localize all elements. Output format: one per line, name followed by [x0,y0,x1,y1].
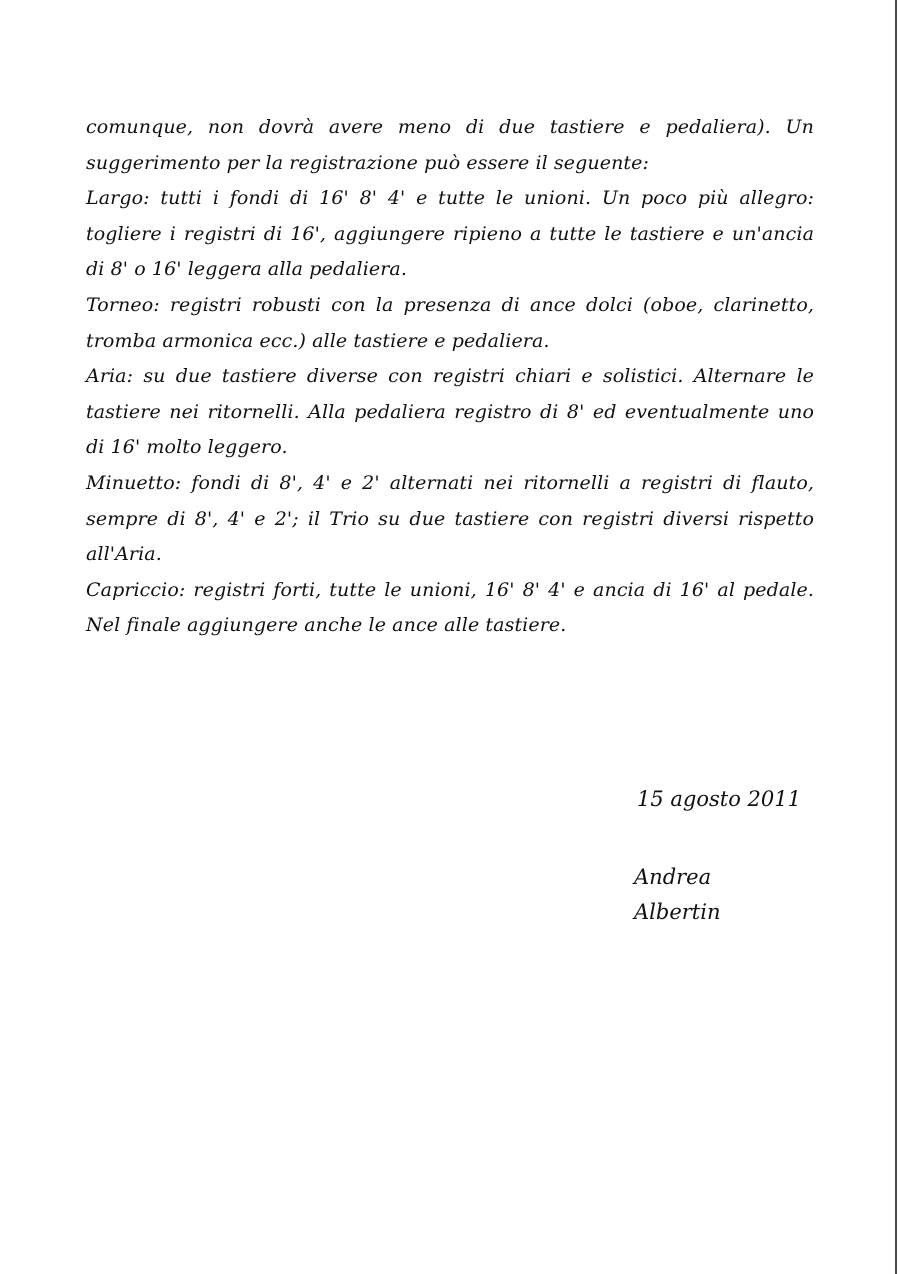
paragraph-intro: comunque, non dovrà avere meno di due tastiere e pedaliera). Un suggerimento per la registrazione può essere il seguente: [86,116,814,174]
paragraph-largo: Largo: tutti i fondi di 16' 8' 4' e tutte le unioni. Un poco più allegro: togliere i registri di 16', aggiungere ripieno a tutte le tastiere e un'ancia di 8' o 16' leggera alla pedaliera. [86,187,814,281]
paragraph-minuetto: Minuetto: fondi di 8', 4' e 2' alternati nei ritornelli a registri di flauto, sempre di 8', 4' e 2'; il Trio su due tastiere con registri diversi rispetto all'Aria. [86,471,814,566]
signature-last-name: Albertin [634,900,721,924]
body-text [86,110,814,644]
signature [634,860,720,930]
paragraph-torneo: Torneo: registri robusti con la presenza di ance dolci (oboe, clarinetto, tromba armonica ecc.) alle tastiere e pedaliera. [86,293,814,352]
signature-first-name: Andrea [634,865,712,889]
paragraph-aria: Aria: su due tastiere diverse con registri chiari e solistici. Alternare le tastiere nei ritornelli. Alla pedaliera registro di 8' ed eventualmente uno di 16' molto leggero. [86,365,814,459]
paragraph-capriccio: Capriccio: registri forti, tutte le unioni, 16' 8' 4' e ancia di 16' al pedale. Nel finale aggiungere anche le ance alle tastiere. [86,578,814,637]
document-date: 15 agosto 2011 [637,787,801,811]
